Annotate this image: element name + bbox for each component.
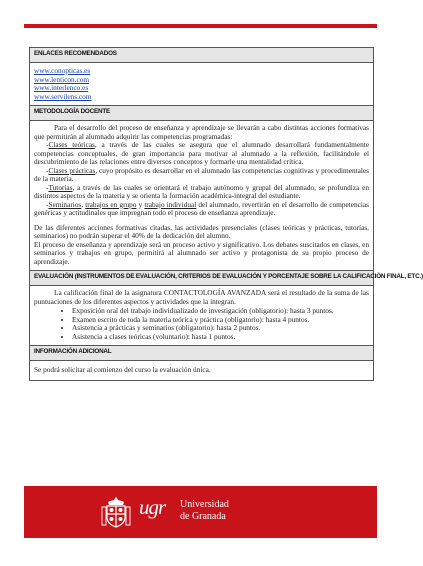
section-body-metodologia — [30, 121, 373, 271]
section-header-enlaces: ENLACES RECOMENDADOS — [30, 48, 373, 63]
list-item: • Examen escrito de toda la materia teórica y práctica (obligatorio): hasta 4 puntos. — [72, 316, 369, 325]
section-body-evaluacion — [30, 286, 373, 346]
section-body-enlaces — [30, 63, 373, 106]
list-item: • Asistencia a clases teóricas (voluntario): hasta 1 puntos. — [72, 333, 369, 342]
university-crest-icon — [96, 495, 136, 529]
metodologia-proceso: El proceso de enseñanza y aprendizaje será un proceso activo y significativo. Los debates suscitados en clases, en seminarios y trabajos en grupo, permitirá al alumnado ser activo y protagonista de su propio proceso de aprendizaje. — [34, 239, 369, 266]
section-header-evaluacion: EVALUACIÓN (INSTRUMENTOS DE EVALUACIÓN, CRITERIOS DE EVALUACIÓN Y PORCENTAJE SOBRE LA CALIFICACIÓN FINAL, ETC.) — [30, 271, 373, 286]
guide-content-table — [29, 47, 423, 381]
metodologia-presenciales: De las diferentes acciones formativas citadas, las actividades presenciales (clases teóricas y prácticas, tutorías, seminarios) no podrán superar el 40% de la dedicación del alumno. — [34, 222, 369, 240]
evaluacion-intro: La calificación final de la asignatura CONTACTOLOGÍA AVANZADA será el resultado de la suma de las puntuaciones de los diferentes aspectos y actividades que la integran. — [34, 288, 369, 306]
link-lenticon[interactable]: www.lenticon.com — [34, 74, 90, 84]
section-header-info: INFORMACIÓN ADICIONAL — [30, 346, 373, 361]
metodologia-tutorias: -Tutorías, a través de las cuales se orientará el trabajo autónomo y grupal del alumnado, se profundiza en distintos aspectos de la materia y se orienta la formación académica-integral del estudiante. — [34, 182, 369, 200]
evaluacion-list — [34, 307, 369, 341]
list-item: • Exposición oral del trabajo individualizado de investigación (obligatorio): hasta 3 puntos. — [72, 307, 369, 316]
list-item: • Asistencia a prácticas y seminarios (obligatorio): hasta 2 puntos. — [72, 324, 369, 333]
section-header-metodologia: METODOLOGÍA DOCENTE — [30, 106, 373, 121]
link-interlenco[interactable]: www.interlenco.es — [34, 83, 89, 92]
metodologia-clases-practicas: -Clases prácticas, cuyo propósito es desarrollar en el alumnado las competencias cognitivas y procedimentales de la materia. — [34, 165, 369, 183]
university-name: Universidad de Granada — [180, 499, 229, 522]
metodologia-intro: Para el desarrollo del proceso de enseñanza y aprendizaje se llevarán a cabo distintas acciones formativas que permitirán al alumnado adquirir las competencias programadas: — [34, 123, 369, 141]
info-text: Se podrá solicitar al comienzo del curso la evaluación única. — [34, 365, 211, 374]
link-conopticas[interactable]: www.conopticas.es — [34, 66, 91, 75]
metodologia-seminarios: -Seminarios, trabajos en grupo y trabajo individual del alumnado, revertirán en el desarrollo de competencias genéricas y actitudinales que impregnan todo el proceso de enseñanza aprendizaje. — [34, 199, 369, 217]
metodologia-clases-teoricas: -Clases teóricas, a través de las cuales se asegura que el alumnado desarrollará fundamentalmente competencias conceptuales, de gran importancia para motivar al alumnado a la reflexión, facilitándole el descubrimiento de las relaciones entre diversos conceptos y formarle una mentalidad crítica. — [34, 140, 369, 166]
section-body-info — [30, 361, 373, 380]
link-servilens[interactable]: www.servilens.com — [34, 91, 92, 101]
top-red-rule — [24, 24, 377, 28]
ugr-logo-text: ugr — [139, 495, 166, 519]
